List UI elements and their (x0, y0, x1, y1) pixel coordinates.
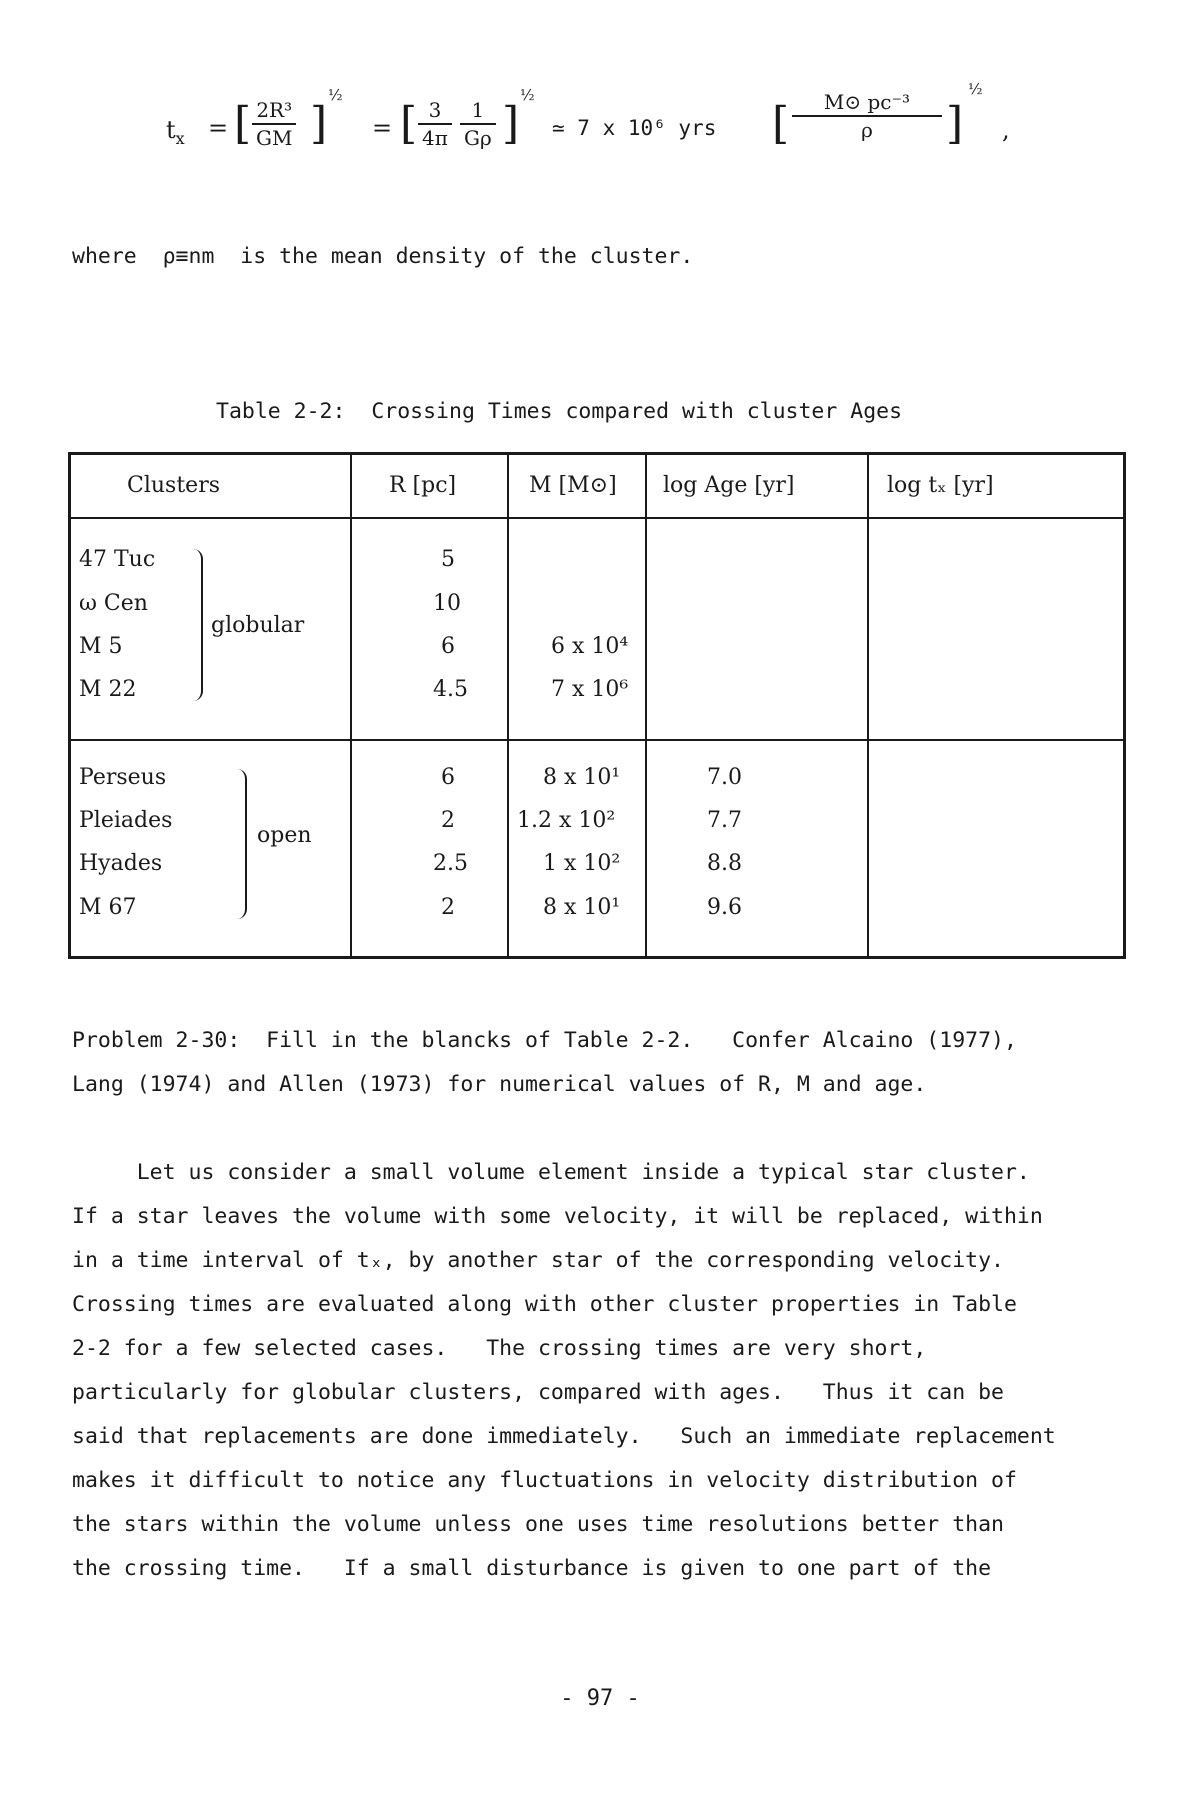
group-label-globular: globular (211, 613, 305, 638)
globular-brace (187, 549, 203, 701)
where-line: where ρ≡nm is the mean density of the cluster. (72, 244, 694, 269)
log-age-value: 9.6 (707, 895, 742, 920)
eq-bracket: [ (234, 98, 252, 149)
paragraph-line: makes it difficult to notice any fluctuations in velocity distribution of (72, 1468, 1017, 1493)
eq-equals-1: = (208, 114, 229, 142)
mass-value: 6 x 10⁴ (551, 634, 629, 659)
eq-bracket: [ (772, 98, 790, 149)
cluster-name: Pleiades (79, 808, 173, 833)
radius-value: 4.5 (433, 677, 468, 702)
cluster-table (68, 452, 1126, 959)
eq-bracket: ] (502, 98, 520, 149)
table-divider (645, 455, 647, 956)
eq-fraction-2b: 1 Gρ (460, 98, 496, 150)
crossing-time-equation (160, 72, 1060, 182)
mass-value: 8 x 10¹ (543, 765, 621, 790)
paragraph-line: Crossing times are evaluated along with other cluster properties in Table (72, 1292, 1017, 1317)
cluster-name: Hyades (79, 851, 163, 876)
eq-equals-2: = (372, 114, 393, 142)
eq-approximation: ≃ 7 x 10⁶ yrs (552, 116, 717, 140)
table-divider (350, 455, 352, 956)
paragraph-line: said that replacements are done immediately. Such an immediate replacement (72, 1424, 1056, 1449)
eq-bracket: [ (400, 98, 418, 149)
mass-value: 1 x 10² (543, 851, 621, 876)
header-clusters: Clusters (127, 473, 220, 498)
eq-fraction-2a: 3 4π (418, 98, 452, 150)
cluster-name: 47 Tuc (79, 547, 156, 572)
paragraph-line: If a star leaves the volume with some velocity, it will be replaced, within (72, 1204, 1043, 1229)
paragraph-line: in a time interval of tₓ, by another star of the corresponding velocity. (72, 1248, 1004, 1273)
open-brace (231, 769, 247, 919)
eq-comma: , (1002, 116, 1010, 144)
table-divider (71, 517, 1123, 519)
eq-lhs: $t_x$ (166, 116, 185, 148)
radius-value: 2.5 (433, 851, 468, 876)
table-divider (71, 739, 1123, 741)
eq-bracket: ] (310, 98, 328, 149)
page-number: - 97 - (560, 1686, 640, 1711)
radius-value: 5 (441, 547, 455, 572)
header-log-tx: log tₓ [yr] (887, 473, 994, 498)
header-radius: R [pc] (389, 473, 457, 498)
log-age-value: 8.8 (707, 851, 742, 876)
problem-line-2: Lang (1974) and Allen (1973) for numerical values of R, M and age. (72, 1072, 927, 1097)
paragraph-line: the crossing time. If a small disturbance is given to one part of the (72, 1556, 992, 1581)
eq-fraction-1: 2R³ GM (252, 98, 296, 150)
problem-line-1: Problem 2-30: Fill in the blancks of Table 2-2. Confer Alcaino (1977), (72, 1028, 1017, 1053)
radius-value: 2 (441, 895, 455, 920)
eq-exponent-1: ½ (328, 86, 343, 104)
mass-value: 8 x 10¹ (543, 895, 621, 920)
radius-value: 2 (441, 808, 455, 833)
cluster-name: Perseus (79, 765, 167, 790)
eq-bracket: ] (946, 98, 964, 149)
cluster-name: M 5 (79, 634, 123, 659)
paragraph-line: particularly for globular clusters, compared with ages. Thus it can be (72, 1380, 1004, 1405)
cluster-name: ω Cen (79, 591, 148, 616)
table-divider (867, 455, 869, 956)
header-log-age: log Age [yr] (663, 473, 795, 498)
cluster-name: M 67 (79, 895, 137, 920)
table-divider (507, 455, 509, 956)
paragraph-line: 2-2 for a few selected cases. The crossing times are very short, (72, 1336, 927, 1361)
radius-value: 6 (441, 765, 455, 790)
table-caption: Table 2-2: Crossing Times compared with cluster Ages (216, 399, 903, 424)
mass-value: 1.2 x 10² (517, 808, 616, 833)
cluster-name: M 22 (79, 677, 137, 702)
eq-exponent-3: ½ (968, 80, 983, 98)
header-mass: M [M⊙] (529, 473, 617, 498)
eq-fraction-3: M⊙ pc⁻³ ρ (792, 90, 942, 142)
radius-value: 6 (441, 634, 455, 659)
eq-exponent-2: ½ (520, 86, 535, 104)
group-label-open: open (257, 823, 312, 848)
radius-value: 10 (433, 591, 461, 616)
log-age-value: 7.0 (707, 765, 742, 790)
paragraph-line: Let us consider a small volume element inside a typical star cluster. (72, 1160, 1030, 1185)
paragraph-line: the stars within the volume unless one uses time resolutions better than (72, 1512, 1004, 1537)
log-age-value: 7.7 (707, 808, 742, 833)
mass-value: 7 x 10⁶ (551, 677, 629, 702)
